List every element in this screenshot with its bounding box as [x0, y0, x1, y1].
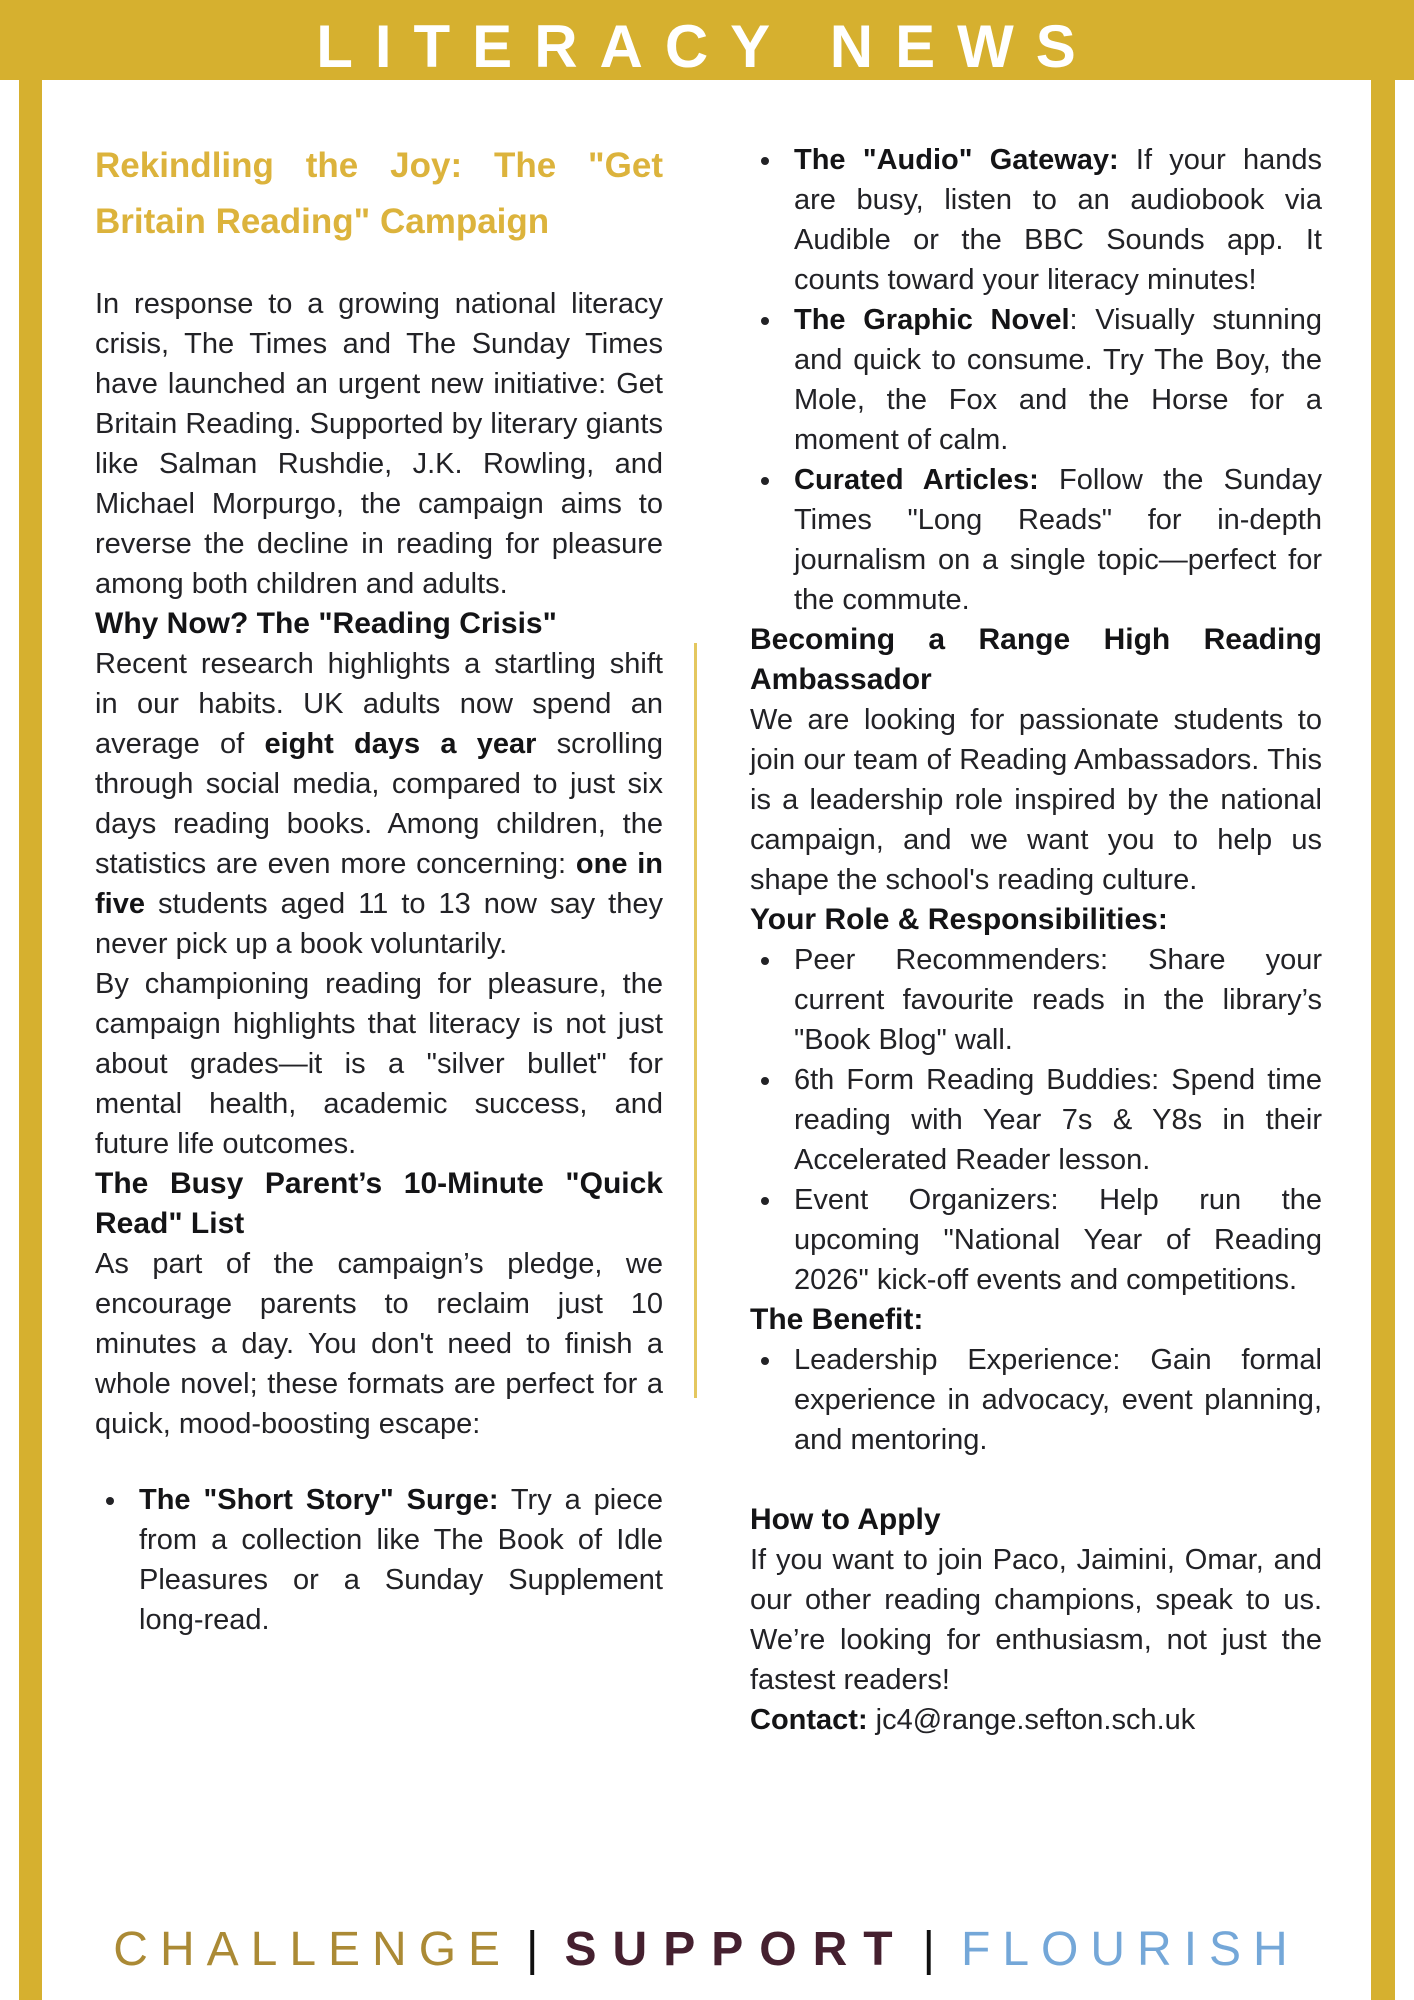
motto-support: SUPPORT [564, 1923, 909, 1976]
list-item: • Peer Recommenders: Share your current favourite reads in the library’s "Book Blog" wall. [784, 940, 1322, 1060]
list-item: • Curated Articles: Follow the Sunday Times "Long Reads" for in-depth journalism on a single topic—perfect for the commute. [784, 460, 1322, 620]
header-banner [0, 0, 1414, 80]
quick-read-list [95, 1480, 663, 1640]
motto-separator: | [526, 1923, 551, 1976]
right-column [750, 140, 1322, 1740]
motto-challenge: CHALLENGE [113, 1923, 513, 1976]
motto-flourish: FLOURISH [961, 1923, 1300, 1976]
list-item: • Leadership Experience: Gain formal experience in advocacy, event planning, and mentoring. [784, 1340, 1322, 1460]
benefit-list [750, 1340, 1322, 1460]
list-item: • The "Short Story" Surge: Try a piece from a collection like The Book of Idle Pleasures or a Sunday Supplement long-read. [129, 1480, 663, 1640]
role-heading: Your Role & Responsibilities: [750, 903, 1168, 936]
why-now-paragraph: Recent research highlights a startling shift in our habits. UK adults now spend an average of eight days a year scrolling through social media, compared to just six days reading books. Among children, the statistics are even more concerning: one in five students aged 11 to 13 now say they never pick up a book voluntarily. [95, 648, 664, 960]
championing-paragraph: By championing reading for pleasure, the campaign highlights that literacy is not just about grades—it is a "silver bullet" for mental health, academic success, and future life outcomes. [95, 968, 663, 1160]
quick-read-heading: The Busy Parent’s 10-Minute "Quick Read" List [95, 1167, 663, 1240]
left-column [95, 138, 663, 1640]
newsletter-title: LITERACY NEWS [316, 13, 1098, 80]
apply-paragraph: If you want to join Paco, Jaimini, Omar, and our other reading champions, speak to us. We’re looking for enthusiasm, not just the fastest readers! [750, 1544, 1322, 1696]
contact-line: Contact: jc4@range.sefton.sch.uk [750, 1704, 1196, 1736]
list-item: • Event Organizers: Help run the upcoming "National Year of Reading 2026" kick-off events and competitions. [784, 1180, 1322, 1300]
list-item: • 6th Form Reading Buddies: Spend time reading with Year 7s & Y8s in their Accelerated Reader lesson. [784, 1060, 1322, 1180]
column-divider [694, 643, 697, 1398]
benefit-heading: The Benefit: [750, 1303, 924, 1336]
list-item: • The Graphic Novel: Visually stunning and quick to consume. Try The Boy, the Mole, the Fox and the Horse for a moment of calm. [784, 300, 1322, 460]
ambassador-paragraph: We are looking for passionate students to join our team of Reading Ambassadors. This is a leadership role inspired by the national campaign, and we want you to help us shape the school's reading culture. [750, 704, 1322, 896]
footer-motto [42, 1922, 1371, 1978]
campaign-intro-paragraph: In response to a growing national literacy crisis, The Times and The Sunday Times have launched an urgent new initiative: Get Britain Reading. Supported by literary giants like Salman Rushdie, J.K. Rowling, and Michael Morpurgo, the campaign aims to reverse the decline in reading for pleasure among both children and adults. [95, 288, 663, 600]
apply-heading: How to Apply [750, 1503, 941, 1536]
quick-read-paragraph: As part of the campaign’s pledge, we encourage parents to reclaim just 10 minutes a day. You don't need to finish a whole novel; these formats are perfect for a quick, mood-boosting escape: [95, 1248, 663, 1440]
left-edge-accent-bar [19, 0, 42, 2000]
campaign-heading: Rekindling the Joy: The "Get Britain Reading" Campaign [95, 146, 663, 241]
ambassador-heading: Becoming a Range High Reading Ambassador [750, 623, 1322, 696]
quick-read-list-continued [750, 140, 1322, 620]
list-item: • The "Audio" Gateway: If your hands are busy, listen to an audiobook via Audible or the BBC Sounds app. It counts toward your literacy minutes! [784, 140, 1322, 300]
why-now-heading: Why Now? The "Reading Crisis" [95, 607, 557, 640]
right-edge-accent-bar [1371, 0, 1395, 2000]
motto-separator: | [922, 1923, 948, 1976]
role-list [750, 940, 1322, 1300]
